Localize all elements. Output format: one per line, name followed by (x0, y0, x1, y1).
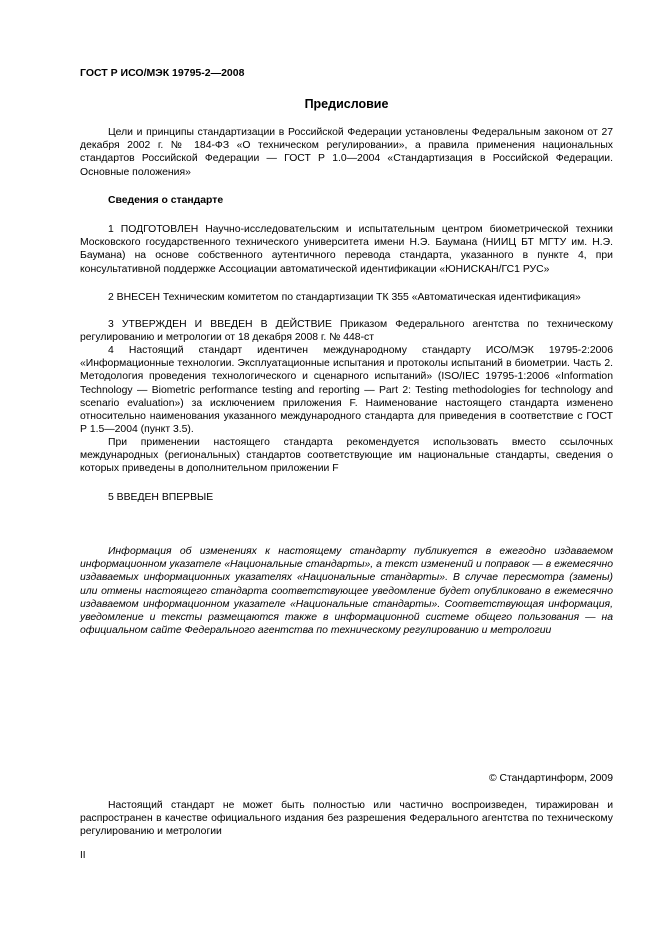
section-title-standard-info: Сведения о стандарте (108, 195, 224, 206)
info-notice-paragraph: Информация об изменениях к настоящему стандарту публикуется в ежегодно издаваемом информационном указателе «Национальные стандарты», а текст изменений и поправок — в ежемесячно издаваемых информационных указателях «Национальные стандарты». В случае пересмотра (замены) или отмены настоящего стандарта соответствующее уведомление будет опубликовано в ежемесячно издаваемом информационном указателе «Национальные стандарты». Соответствующая информация, уведомление и тексты размещаются также в информационной системе общего пользования — на официальном сайте Федерального агентства по техническому регулированию и метрологии (80, 546, 613, 637)
item-4-paragraph: 4 Настоящий стандарт идентичен международному стандарту ИСО/МЭК 19795-2:2006 «Информационные технологии. Эксплуатационные испытания и протоколы испытаний в биометрии. Часть 2. Методология проведения технологического и сценарного испытаний» (ISO/IEC 19795-1:2006 «Information Technology — Biometric performance testing and reporting — Part 2: Testing methodologies for technology and scenario evaluation») за исключением приложения F. Наименование настоящего стандарта изменено относительно наименования указанного международного стандарта для приведения в соответствие с ГОСТ Р 1.5—2004 (пункт 3.5). (80, 345, 613, 436)
item-2-paragraph: 2 ВНЕСЕН Техническим комитетом по стандартизации ТК 355 «Автоматическая идентификация» (108, 292, 581, 303)
copyright-line: © Стандартинформ, 2009 (488, 773, 613, 784)
item-3-paragraph: 3 УТВЕРЖДЕН И ВВЕДЕН В ДЕЙСТВИЕ Приказом Федерального агентства по техническому регулированию и метрологии от 18 декабря 2008 г. № 448-ст (80, 319, 613, 344)
item-4-note-paragraph: При применении настоящего стандарта рекомендуется использовать вместо ссылочных международных (региональных) стандартов соответствующие им национальные стандарты, сведения о которых приведены в дополнительном приложении F (80, 437, 613, 475)
standard-code-header: ГОСТ Р ИСО/МЭК 19795-2—2008 (80, 67, 245, 79)
foreword-intro-paragraph: Цели и принципы стандартизации в Российской Федерации установлены Федеральным законом от 27 декабря 2002 г. № 184-ФЗ «О техническом регулировании», а правила применения национальных стандартов Российской Федерации — ГОСТ Р 1.0—2004 «Стандартизация в Российской Федерации. Основные положения» (80, 127, 613, 178)
foreword-title: Предисловие (304, 97, 389, 111)
reproduction-notice-paragraph: Настоящий стандарт не может быть полностью или частично воспроизведен, тиражирован и распространен в качестве официального издания без разрешения Федерального агентства по техническому регулированию и метрологии (80, 800, 613, 838)
item-5-paragraph: 5 ВВЕДЕН ВПЕРВЫЕ (108, 492, 214, 503)
item-1-paragraph: 1 ПОДГОТОВЛЕН Научно-исследовательским и испытательным центром биометрической техники Московского государственного технического университета имени Н.Э. Баумана (НИИЦ БТ МГТУ им. Н.Э. Баумана) на основе собственного аутентичного перевода стандарта, указанного в пункте 4, при консультативной поддержке Ассоциации автоматической идентификации «ЮНИСКАН/ГС1 РУС» (80, 224, 613, 275)
page-number: II (80, 850, 86, 861)
